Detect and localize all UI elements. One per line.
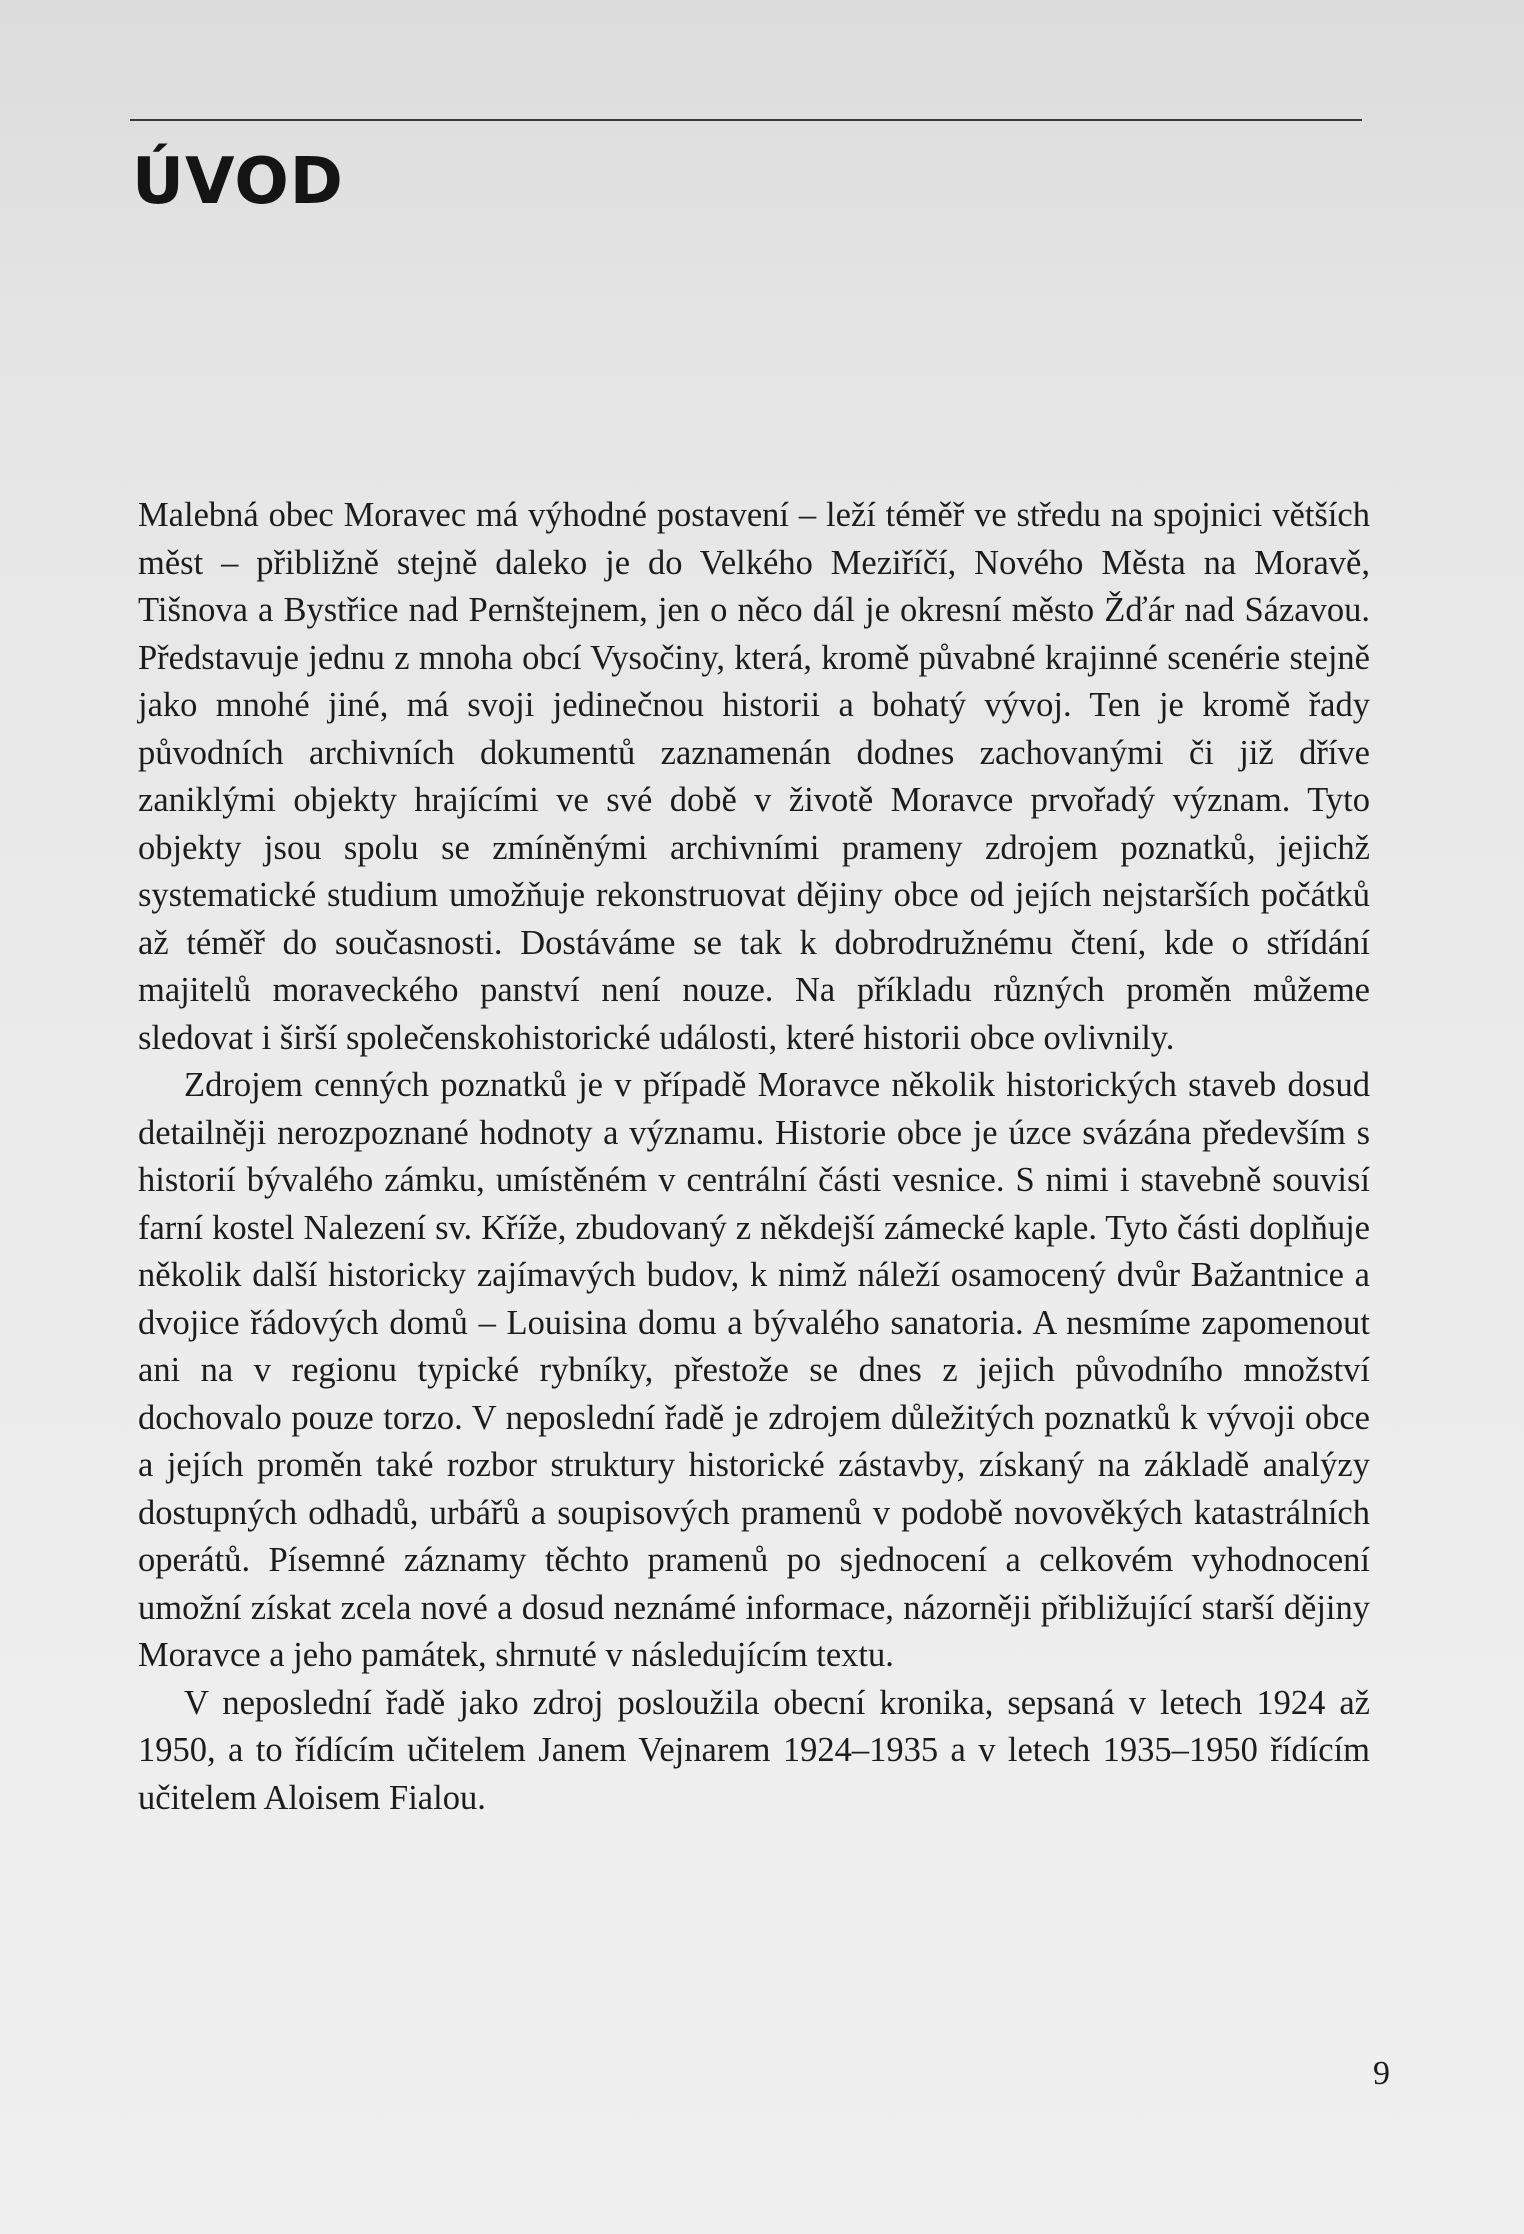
chapter-heading: ÚVOD [132, 145, 344, 219]
paragraph-3: V neposlední řadě jako zdroj posloužila obecní kronika, sepsaná v letech 1924 až 1950, a to řídícím učitelem Janem Vejnarem 1924–1935 a v letech 1935–1950 řídícím učitelem Aloisem Fialou. [138, 1683, 1370, 1817]
paragraph-1: Malebná obec Moravec má výhodné postavení – leží téměř ve středu na spojnici větších měst – přibližně stejně daleko je do Velkého Meziříčí, Nového Města na Moravě, Tišnova a Bystřice nad Pernštejnem, jen o něco dál je okresní město Žďár nad Sázavou. Představuje jednu z mnoha obcí Vysočiny, která, kromě půvabné krajinné scenérie stejně jako mnohé jiné, má svoji jedinečnou historii a bohatý vývoj. Ten je kromě řady původních archivních dokumentů zaznamenán dodnes zachovanými či již dříve zaniklými objekty hrajícími ve své době v životě Moravce prvořadý význam. Tyto objekty jsou spolu se zmíněnými archivními prameny zdrojem poznatků, jejichž systematické studium umožňuje rekonstruovat dějiny obce od jejích nejstarších počátků až téměř do současnosti. Dostáváme se tak k dobrodružnému čtení, kde o střídání majitelů moraveckého panství není nouze. Na příkladu různých proměn můžeme sledovat i širší společenskohistorické události, které historii obce ovlivnily. [138, 496, 1370, 1057]
body-text [138, 492, 1370, 1822]
top-rule [130, 119, 1362, 121]
paragraph-2: Zdrojem cenných poznatků je v případě Moravce několik historických staveb dosud detailněji nerozpoznané hodnoty a významu. Historie obce je úzce svázána především s historií bývalého zámku, umístěném v centrální části vesnice. S nimi i stavebně souvisí farní kostel Nalezení sv. Kříže, zbudovaný z někdejší zámecké kaple. Tyto části doplňuje několik další historicky zajímavých budov, k nimž náleží osamocený dvůr Bažantnice a dvojice řádových domů – Louisina domu a bývalého sanatoria. A nesmíme zapomenout ani na v regionu typické rybníky, přestože se dnes z jejich původního množství dochovalo pouze torzo. V neposlední řadě je zdrojem důležitých poznatků k vývoji obce a jejích proměn také rozbor struktury historické zástavby, získaný na základě analýzy dostupných odhadů, urbářů a soupisových pramenů v podobě novověkých katastrálních operátů. Písemné záznamy těchto pramenů po sjednocení a celkovém vyhodnocení umožní získat zcela nové a dosud neznámé informace, názorněji přibližující starší dějiny Moravce a jeho památek, shrnuté v následujícím textu. [138, 1066, 1370, 1674]
page-number: 9 [1373, 2055, 1390, 2092]
